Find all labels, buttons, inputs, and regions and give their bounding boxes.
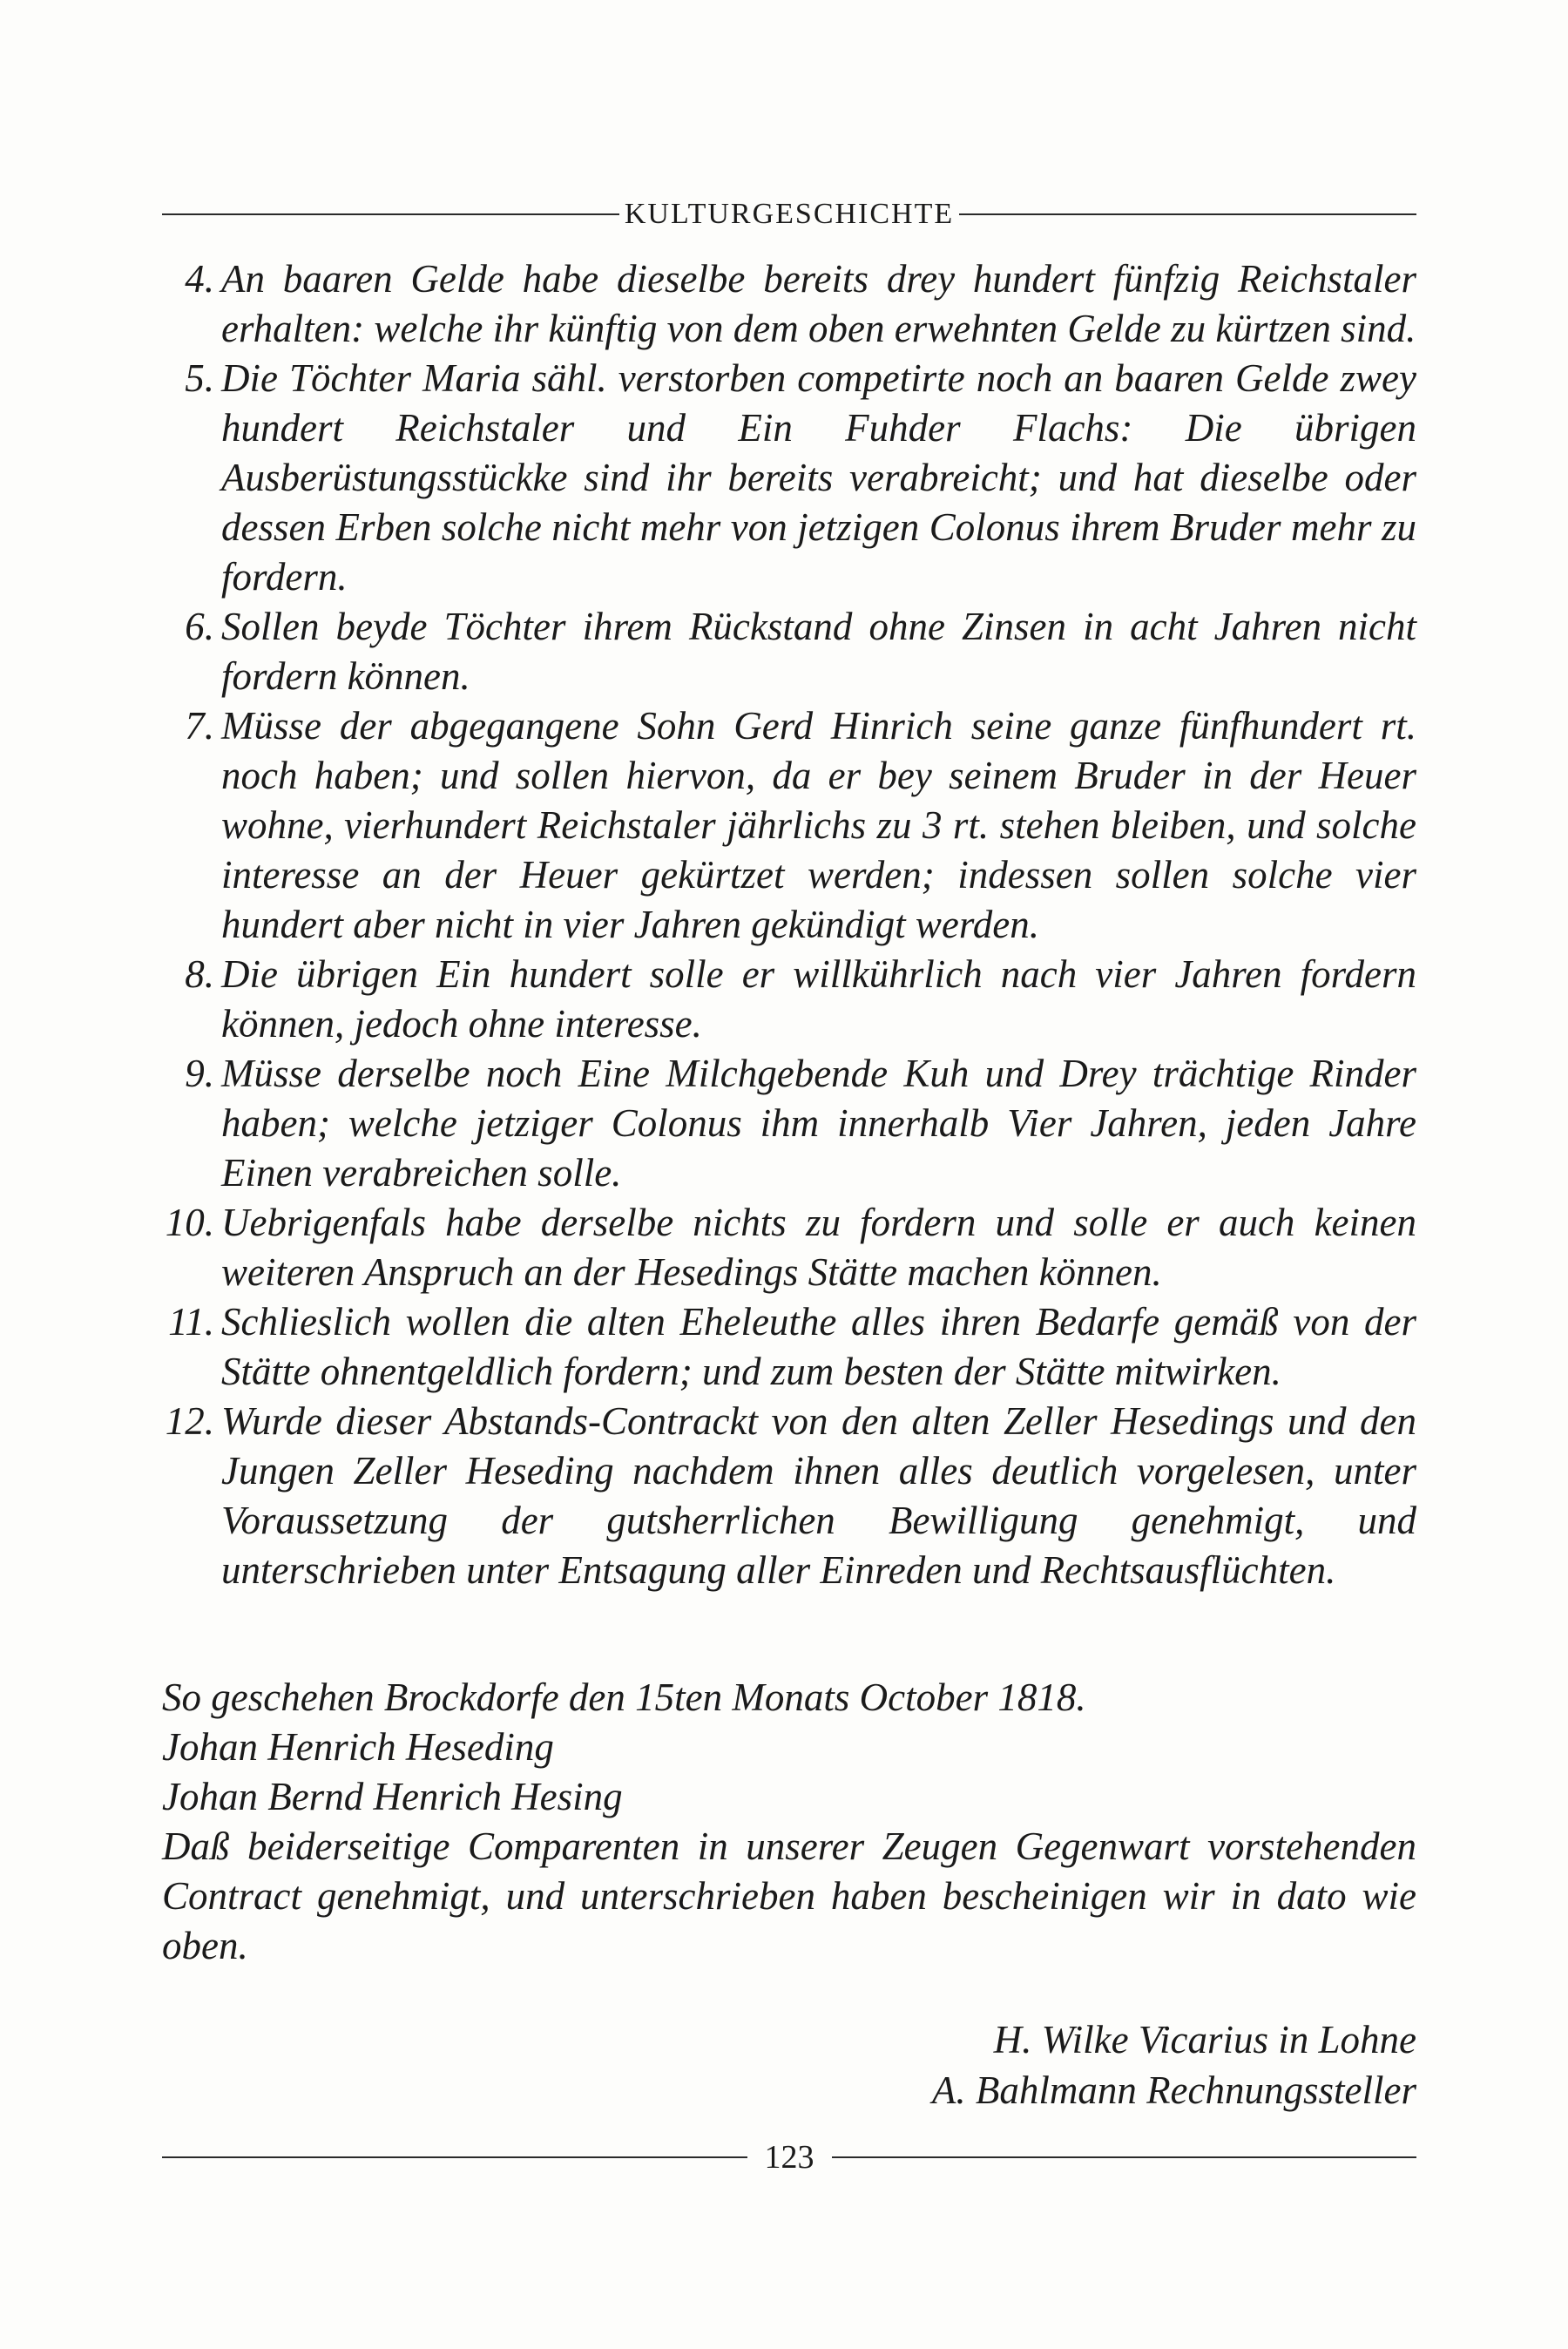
list-item — [162, 950, 1416, 1049]
list-item — [162, 354, 1416, 602]
item-number: 4. — [185, 257, 214, 301]
item-number: 5. — [185, 356, 214, 400]
contract-items — [162, 254, 1416, 1595]
item-number: 12. — [165, 1399, 214, 1443]
page-footer — [162, 2138, 1416, 2176]
item-number: 10. — [165, 1201, 214, 1244]
section-title: KULTURGESCHICHTE — [624, 198, 955, 230]
item-text: Schlieslich wollen die alten Eheleuthe alles ihren Bedarfe gemäß von der Stätte ohnentgeldlich fordern; und zum besten der Stätte mitwirken. — [221, 1300, 1416, 1393]
item-text: Müsse derselbe noch Eine Milchgebende Kuh und Drey trächtige Rinder haben; welche jetziger Colonus ihm innerhalb Vier Jahren, jeden Jahre Einen verabreichen solle. — [221, 1052, 1416, 1195]
list-item — [162, 602, 1416, 701]
signatory-name: Johan Henrich Heseding — [162, 1725, 554, 1769]
item-number: 6. — [185, 605, 214, 648]
item-number: 11. — [168, 1300, 214, 1344]
item-text: Müsse der abgegangene Sohn Gerd Hinrich seine ganze fünfhundert rt. noch haben; und sollen hiervon, da er bey seinem Bruder in der Heuer wohne, vierhundert Reichstaler jährlichs zu 3 rt. stehen bleiben, und solche interesse an der Heuer gekürtzet werden; indessen sollen solche vier hundert aber nicht in vier Jahren gekündigt werden. — [221, 704, 1416, 946]
header-rule-right — [959, 213, 1416, 215]
item-text: Sollen beyde Töchter ihrem Rückstand ohne Zinsen in acht Jahren nicht fordern können. — [221, 605, 1416, 698]
list-item — [162, 1049, 1416, 1198]
page-number: 123 — [764, 2139, 814, 2176]
list-item — [162, 1297, 1416, 1397]
item-text: Wurde dieser Abstands-Contrackt von den alten Zeller Hesedings und den Jungen Zeller Heseding nachdem ihnen alles deutlich vorgelesen, unter Voraussetzung der gutsherrlichen Bewilligung genehmigt, und unterschrieben unter Entsagung aller Einreden und Rechtsausflüchten. — [221, 1399, 1416, 1592]
header-rule-left — [162, 213, 619, 215]
witness-signatures — [162, 2014, 1416, 2115]
item-text: Die Töchter Maria sähl. verstorben competirte noch an baaren Gelde zwey hundert Reichstaler und Ein Fuhder Flachs: Die übrigen Ausberüstungsstückke sind ihr bereits verabreicht; und hat dieselbe oder dessen Erben solche nicht mehr von jetzigen Colonus ihrem Bruder mehr zu fordern. — [221, 356, 1416, 599]
list-item — [162, 254, 1416, 354]
list-item — [162, 1198, 1416, 1297]
item-number: 7. — [185, 704, 214, 748]
item-number: 9. — [185, 1052, 214, 1095]
item-number: 8. — [185, 952, 214, 996]
footer-rule-right — [832, 2156, 1417, 2158]
item-text: An baaren Gelde habe dieselbe bereits drey hundert fünfzig Reichstaler erhalten: welche ihr künftig von dem oben erwehnten Gelde zu kürtzen sind. — [221, 257, 1416, 350]
witness-line: H. Wilke Vicarius in Lohne — [993, 2018, 1416, 2061]
closing-block — [162, 1673, 1416, 1971]
running-header — [162, 197, 1416, 232]
item-text: Die übrigen Ein hundert solle er willkührlich nach vier Jahren fordern können, jedoch ohne interesse. — [221, 952, 1416, 1046]
attestation-text: Daß beiderseitige Comparenten in unserer Zeugen Gegenwart vorstehenden Contract genehmigt, und unterschrieben haben bescheinigen wir in dato wie oben. — [162, 1824, 1416, 1967]
witness-line: A. Bahlmann Rechnungssteller — [931, 2068, 1416, 2112]
item-text: Uebrigenfals habe derselbe nichts zu fordern und solle er auch keinen weiteren Anspruch an der Hesedings Stätte machen können. — [221, 1201, 1416, 1294]
date-line: So geschehen Brockdorfe den 15ten Monats October 1818. — [162, 1675, 1086, 1719]
signatory-name: Johan Bernd Henrich Hesing — [162, 1775, 623, 1818]
footer-rule-left — [162, 2156, 747, 2158]
list-item — [162, 701, 1416, 950]
list-item — [162, 1397, 1416, 1595]
